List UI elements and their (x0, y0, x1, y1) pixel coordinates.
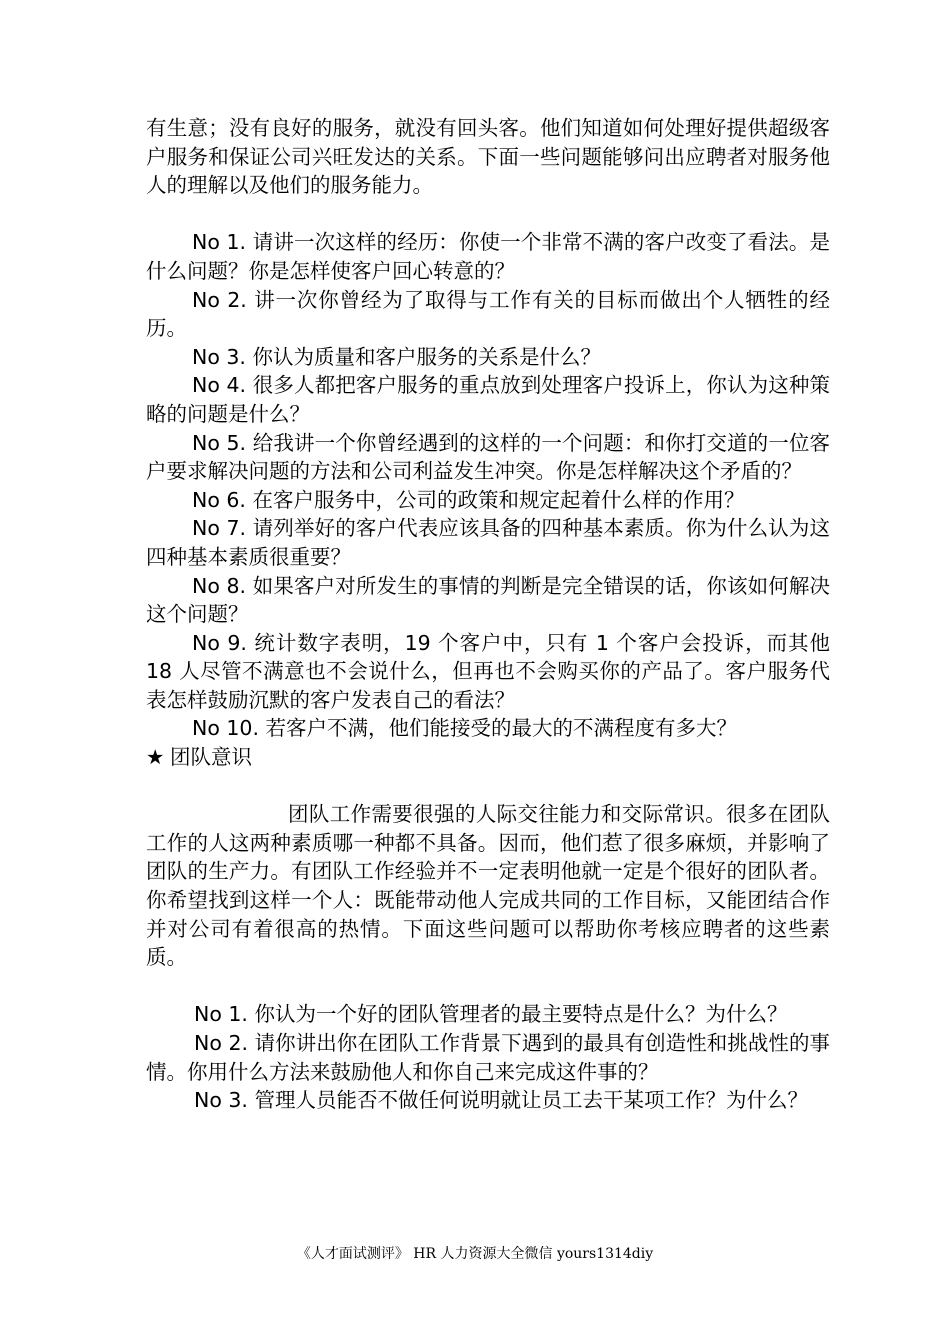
service-question-8 (146, 572, 830, 629)
spacer (146, 200, 830, 229)
question-text: 给我讲一个你曾经遇到的这样的一个问题：和你打交道的一位客户要求解决问题的方法和公司利益发生冲突。你是怎样解决这个矛盾的？ (146, 430, 830, 484)
question-number: No 2. (194, 1031, 249, 1055)
question-text: 请讲一次这样的经历：你使一个非常不满的客户改变了看法。是什么问题？你是怎样使客户回心转意的？ (146, 230, 830, 283)
service-question-9 (146, 629, 830, 715)
question-number: No 4. (192, 373, 247, 398)
question-number: No 8. (192, 573, 247, 598)
team-heading-text: 团队意识 (170, 745, 252, 770)
question-number: No 2. (192, 287, 247, 312)
team-heading (146, 743, 830, 772)
team-question-1 (146, 1000, 830, 1029)
question-number: No 1. (194, 1002, 248, 1027)
service-question-10 (146, 714, 830, 743)
team-question-3 (146, 1086, 830, 1115)
question-number: No 6. (192, 487, 246, 512)
service-question-1 (146, 228, 830, 285)
page-footer: 《人才面试测评》 HR 人力资源大全微信 yours1314diy (296, 1246, 654, 1262)
team-intro: 团队工作需要很强的人际交往能力和交际常识。很多在团队工作的人这两种素质哪一种都不具备。因而，他们惹了很多麻烦，并影响了团队的生产力。有团队工作经验并不一定表明他就一定是个很好的团队者。你希望找到这样一个人：既能带动他人完成共同的工作目标，又能团结合作并对公司有着很高的热情。下面这些问题可以帮助你考核应聘者的这些素质。 (146, 802, 830, 970)
question-text: 讲一次你曾经为了取得与工作有关的目标而做出个人牺牲的经历。 (146, 287, 830, 341)
question-text: 如果客户对所发生的事情的判断是完全错误的话，你该如何解决这个问题？ (146, 573, 830, 627)
question-text: 请你讲出你在团队工作背景下遇到的最具有创造性和挑战性的事情。你用什么方法来鼓励他人和你自己来完成这件事的？ (146, 1031, 831, 1084)
question-number: No 10. (192, 716, 259, 741)
spacer (146, 972, 830, 1001)
question-text: 若客户不满，他们能接受的最大的不满程度有多大？ (265, 716, 738, 741)
question-text: 请列举好的客户代表应该具备的四种基本素质。你为什么认为这四种基本素质很重要？ (146, 516, 830, 569)
service-question-4 (146, 371, 830, 428)
service-question-3 (146, 343, 830, 372)
star-icon: ★ (146, 745, 165, 770)
question-number: No 3. (194, 1088, 248, 1113)
spacer (146, 772, 830, 801)
question-text: 统计数字表明，19 个客户中，只有 1 个客户会投诉，而其他 18 人尽管不满意也不会说什么，但再也不会购买你的产品了。客户服务代表怎样鼓励沉默的客户发表自己的看法？ (146, 630, 830, 712)
service-question-5 (146, 429, 830, 486)
question-text: 在客户服务中，公司的政策和规定起着什么样的作用？ (252, 487, 745, 512)
question-number: No 9. (192, 630, 247, 655)
service-question-7 (146, 514, 830, 571)
document-page (146, 114, 830, 1115)
question-text: 很多人都把客户服务的重点放到处理客户投诉上，你认为这种策略的问题是什么？ (146, 373, 830, 426)
team-question-2 (146, 1029, 830, 1086)
question-text: 你认为一个好的团队管理者的最主要特点是什么？为什么？ (254, 1002, 788, 1027)
service-question-6 (146, 486, 830, 515)
question-number: No 1. (192, 230, 247, 255)
service-question-2 (146, 286, 830, 343)
service-intro: 有生意；没有良好的服务，就没有回头客。他们知道如何处理好提供超级客户服务和保证公司兴旺发达的关系。下面一些问题能够问出应聘者对服务他人的理解以及他们的服务能力。 (146, 116, 830, 198)
question-number: No 7. (192, 516, 247, 541)
question-text: 你认为质量和客户服务的关系是什么？ (252, 344, 601, 369)
question-number: No 5. (192, 430, 247, 455)
question-text: 管理人员能否不做任何说明就让员工去干某项工作？为什么？ (254, 1088, 808, 1113)
question-number: No 3. (192, 344, 246, 369)
